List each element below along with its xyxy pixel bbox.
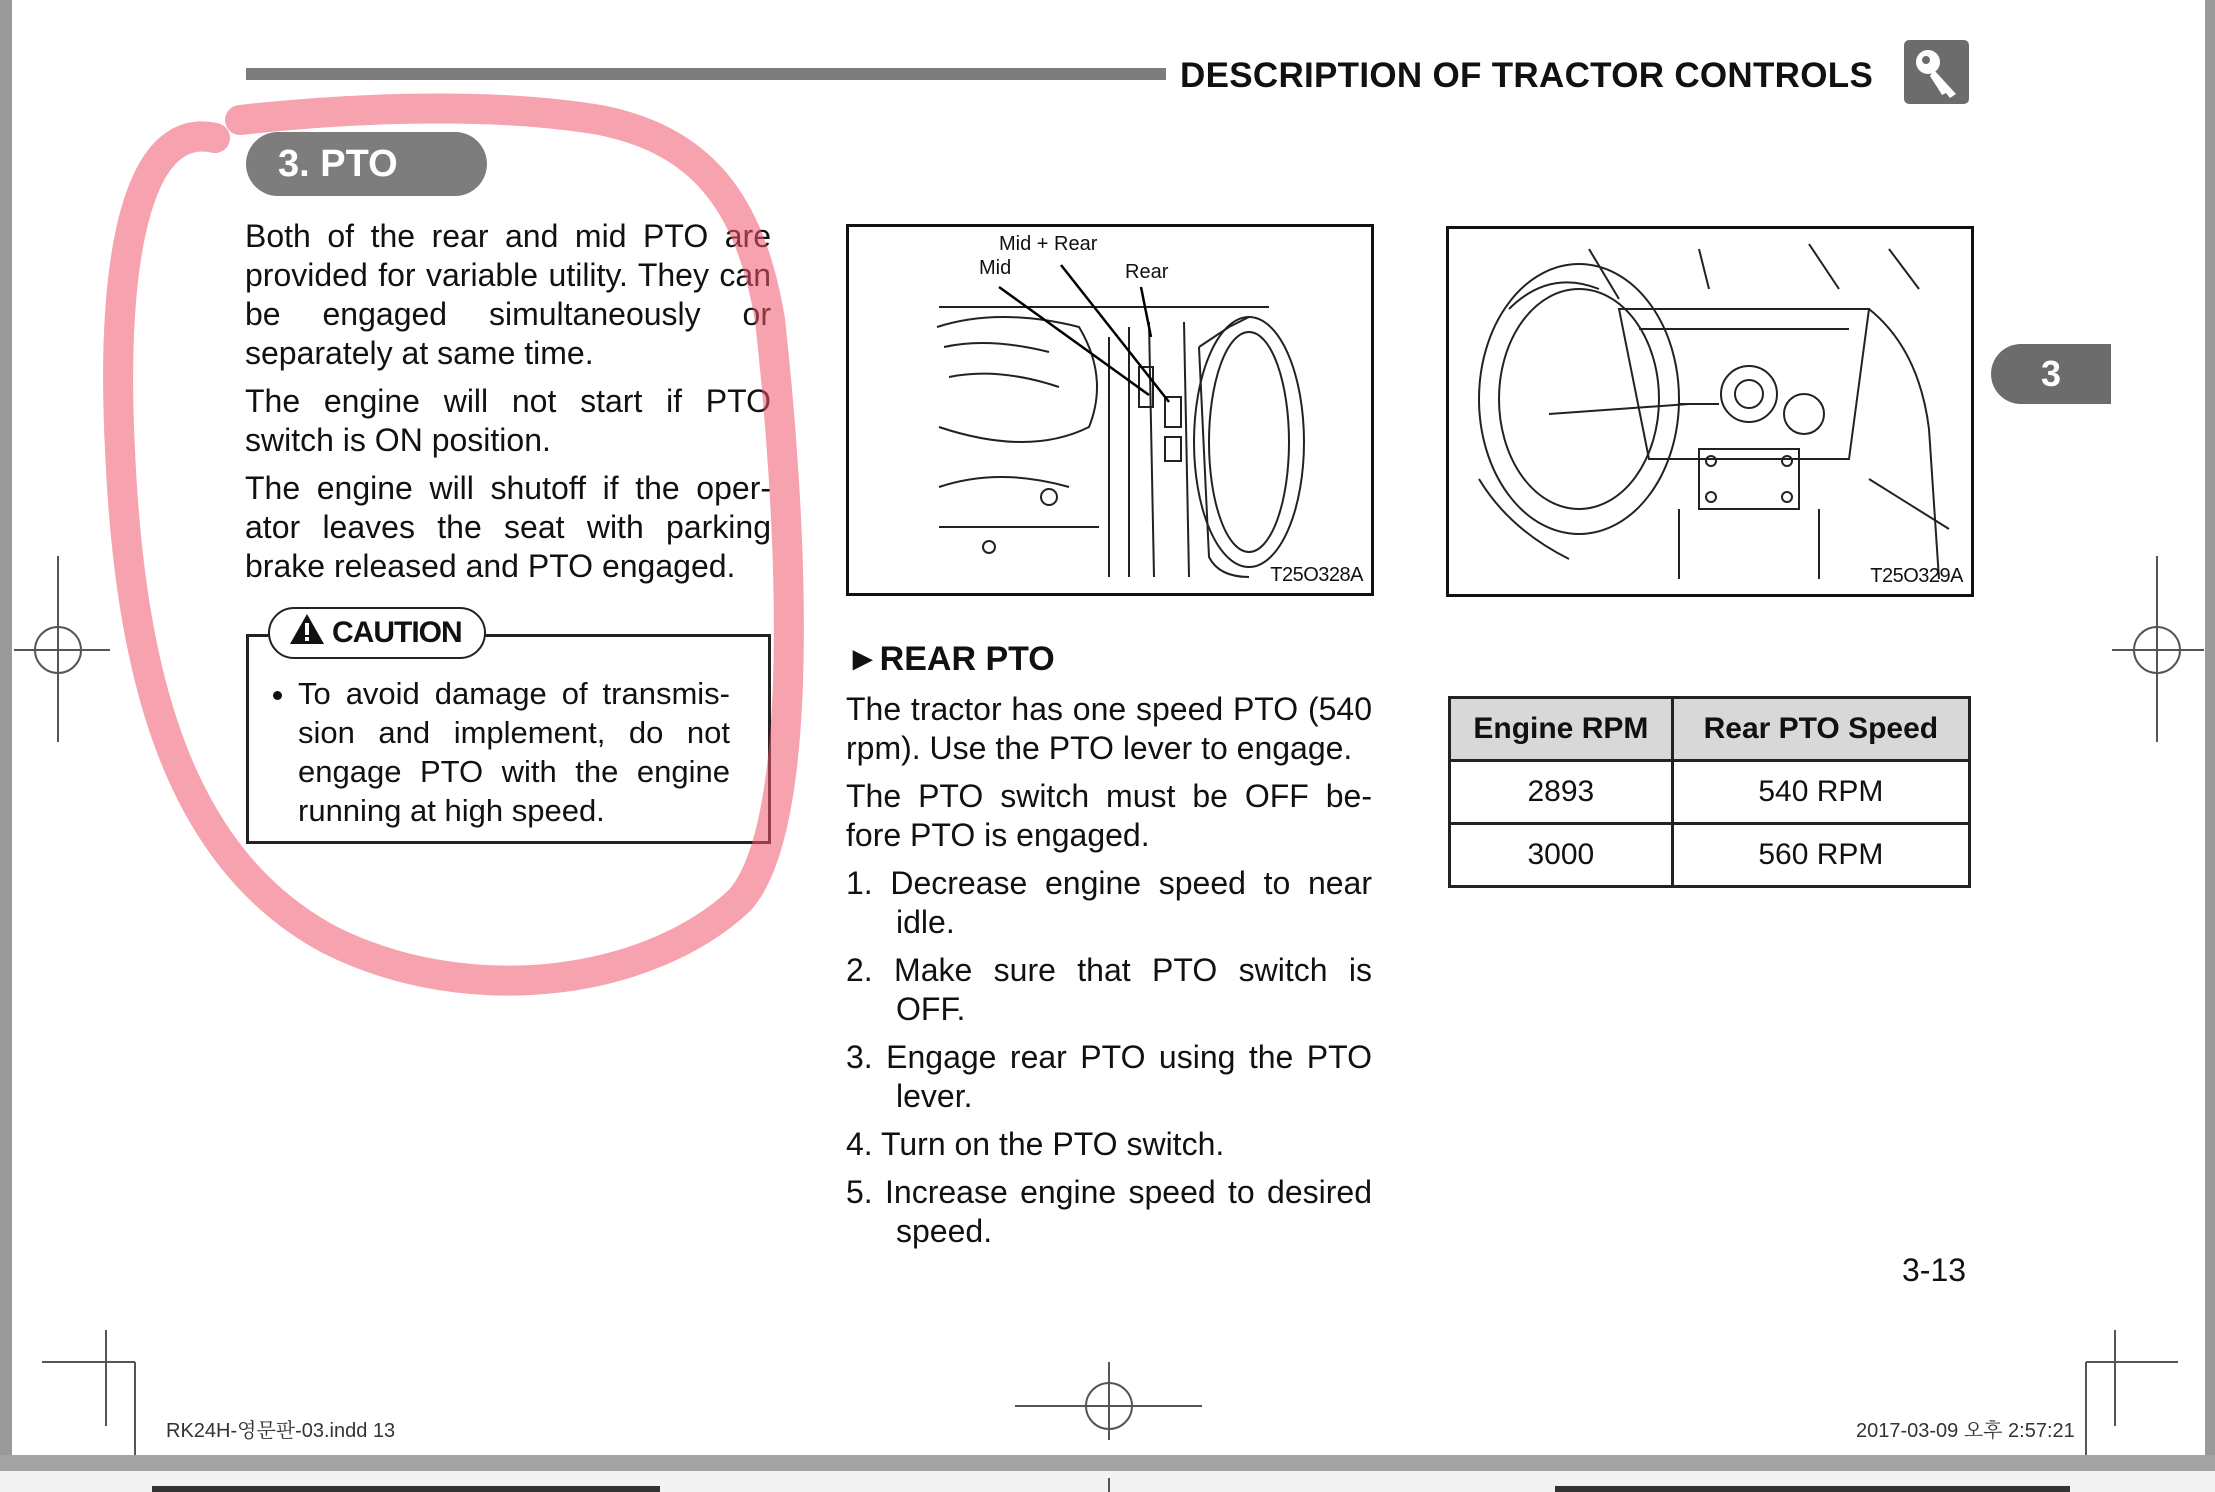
paragraph: The engine will not start if PTO switch is ON position. (245, 383, 771, 458)
figure-code: T25O329A (1870, 565, 1963, 587)
paragraph: Both of the rear and mid PTO are provided for variable utility. They can be engaged simultaneously or separately at same time. (245, 218, 771, 371)
table-cell: 560 RPM (1672, 824, 1969, 887)
paragraph: The PTO switch must be OFF be-fore PTO is engaged. (846, 778, 1372, 853)
slug-file: RK24H-영문판-03.indd 13 (166, 1420, 396, 1442)
step-item: 4. Turn on the PTO switch. (846, 1126, 1225, 1162)
label-mid: Mid (979, 257, 1012, 279)
rear-pto-title: REAR PTO (879, 640, 1055, 678)
slug-date: 2017-03-09 오후 2:57:21 (1856, 1420, 2075, 1442)
figure-code: T25O328A (1270, 564, 1363, 586)
paragraph: The tractor has one speed PTO (540 rpm). Use the PTO lever to engage. (846, 691, 1372, 766)
section-title: DESCRIPTION OF TRACTOR CONTROLS (1180, 56, 1874, 95)
label-rear: Rear (1125, 261, 1169, 283)
table-cell: 540 RPM (1672, 761, 1969, 824)
column-header: Rear PTO Speed (1672, 698, 1969, 761)
paragraph: The engine will shutoff if the oper-ator leaves the seat with parking brake released and PTO engaged. (245, 470, 771, 584)
step-item: 5. Increase engine speed to desired speed. (846, 1174, 1372, 1249)
caution-item: • To avoid damage of transmis-sion and implement, do not engage PTO with the engine running at high speed. (298, 674, 730, 830)
label-mid-rear: Mid + Rear (999, 233, 1098, 255)
step-item: 1. Decrease engine speed to near idle. (846, 865, 1372, 940)
table-cell: 3000 (1450, 824, 1673, 887)
annotation-loop (118, 108, 789, 980)
page-number: 3-13 (1902, 1252, 1967, 1288)
table-cell: 2893 (1450, 761, 1673, 824)
section-heading: 3. PTO (246, 132, 487, 196)
caution-text-label: CAUTION (332, 616, 462, 649)
step-item: 2. Make sure that PTO switch is OFF. (846, 952, 1372, 1027)
triangle-marker-icon: ► (846, 640, 880, 678)
chapter-tab: 3 (1991, 344, 2111, 404)
step-item: 3. Engage rear PTO using the PTO lever. (846, 1039, 1372, 1114)
column-header: Engine RPM (1450, 698, 1673, 761)
